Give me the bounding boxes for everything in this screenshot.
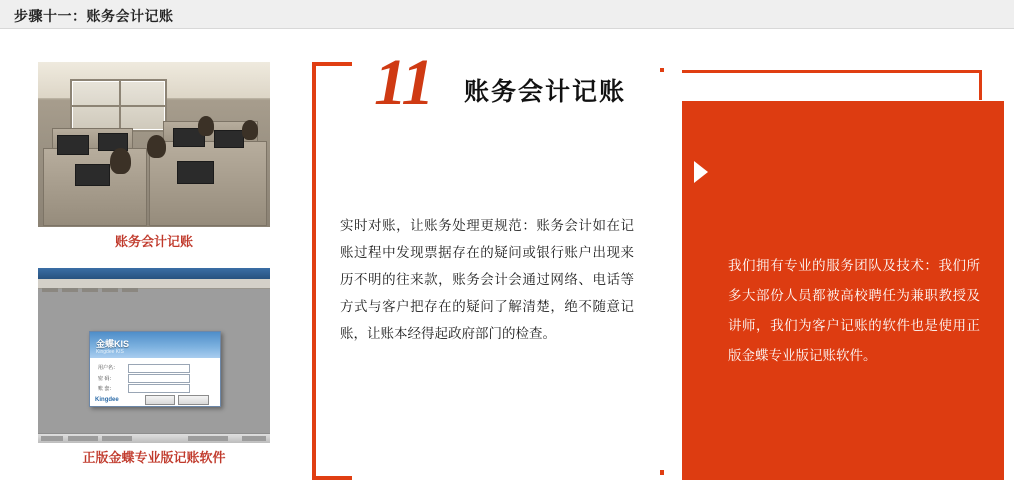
- right-highlight-panel: [682, 101, 1004, 480]
- kis-logo-sub: Kingdee KIS: [96, 349, 124, 355]
- section-body-text: 实时对账，让账务处理更规范：账务会计如在记账过程中发现票据存在的疑问或银行账户出现来历不明的往来款，账务会计会通过网络、电话等方式与客户把存在的疑问了解清楚，绝不随意记账，让账本经得起政府部门的检查。: [340, 218, 634, 341]
- photo-caption-1: 账务会计记账: [114, 234, 193, 249]
- right-body-text: 我们拥有专业的服务团队及技术：我们所多大部份人员都被高校聘任为兼职教授及讲师，我们为客户记账的软件也是使用正版金蝶专业版记账软件。: [728, 258, 980, 363]
- frame-gap-bottom: [352, 475, 664, 485]
- kingdee-kis-screenshot: [38, 268, 270, 443]
- kis-taskbar: [38, 433, 270, 443]
- step-number: 11: [374, 46, 433, 119]
- kingdee-photo-block: [38, 268, 270, 467]
- middle-content-column: [312, 46, 664, 480]
- kis-label-user: 用户名：: [98, 365, 119, 372]
- section-title: 账务会计记账: [464, 78, 627, 106]
- kis-field-pass: [128, 374, 190, 383]
- page-title: 步骤十一：账务会计记账: [14, 8, 174, 24]
- kis-label-pass: 密 码：: [98, 375, 115, 382]
- triangle-right-icon: [694, 161, 708, 183]
- right-rule-top: [682, 70, 982, 73]
- kis-login-dialog: [89, 331, 221, 407]
- photo-caption-2: 正版金蝶专业版记账软件: [82, 450, 226, 465]
- kis-field-book: [128, 384, 190, 393]
- left-image-column: [38, 62, 270, 467]
- office-photo-art: [38, 62, 270, 227]
- kis-logo-text: 金蝶KIS: [96, 339, 130, 349]
- right-rule-side: [979, 70, 982, 100]
- kis-label-book: 账 套：: [98, 385, 115, 392]
- kis-brand-foot: Kingdee: [95, 396, 119, 403]
- office-photo: [38, 62, 270, 227]
- right-highlight-column: [660, 62, 1004, 480]
- kis-ok-button: [145, 395, 176, 405]
- kis-cancel-button: [178, 395, 209, 405]
- kingdee-kis-art: [38, 268, 270, 443]
- kis-field-user: [128, 364, 190, 373]
- page-header-bar: [0, 0, 1014, 29]
